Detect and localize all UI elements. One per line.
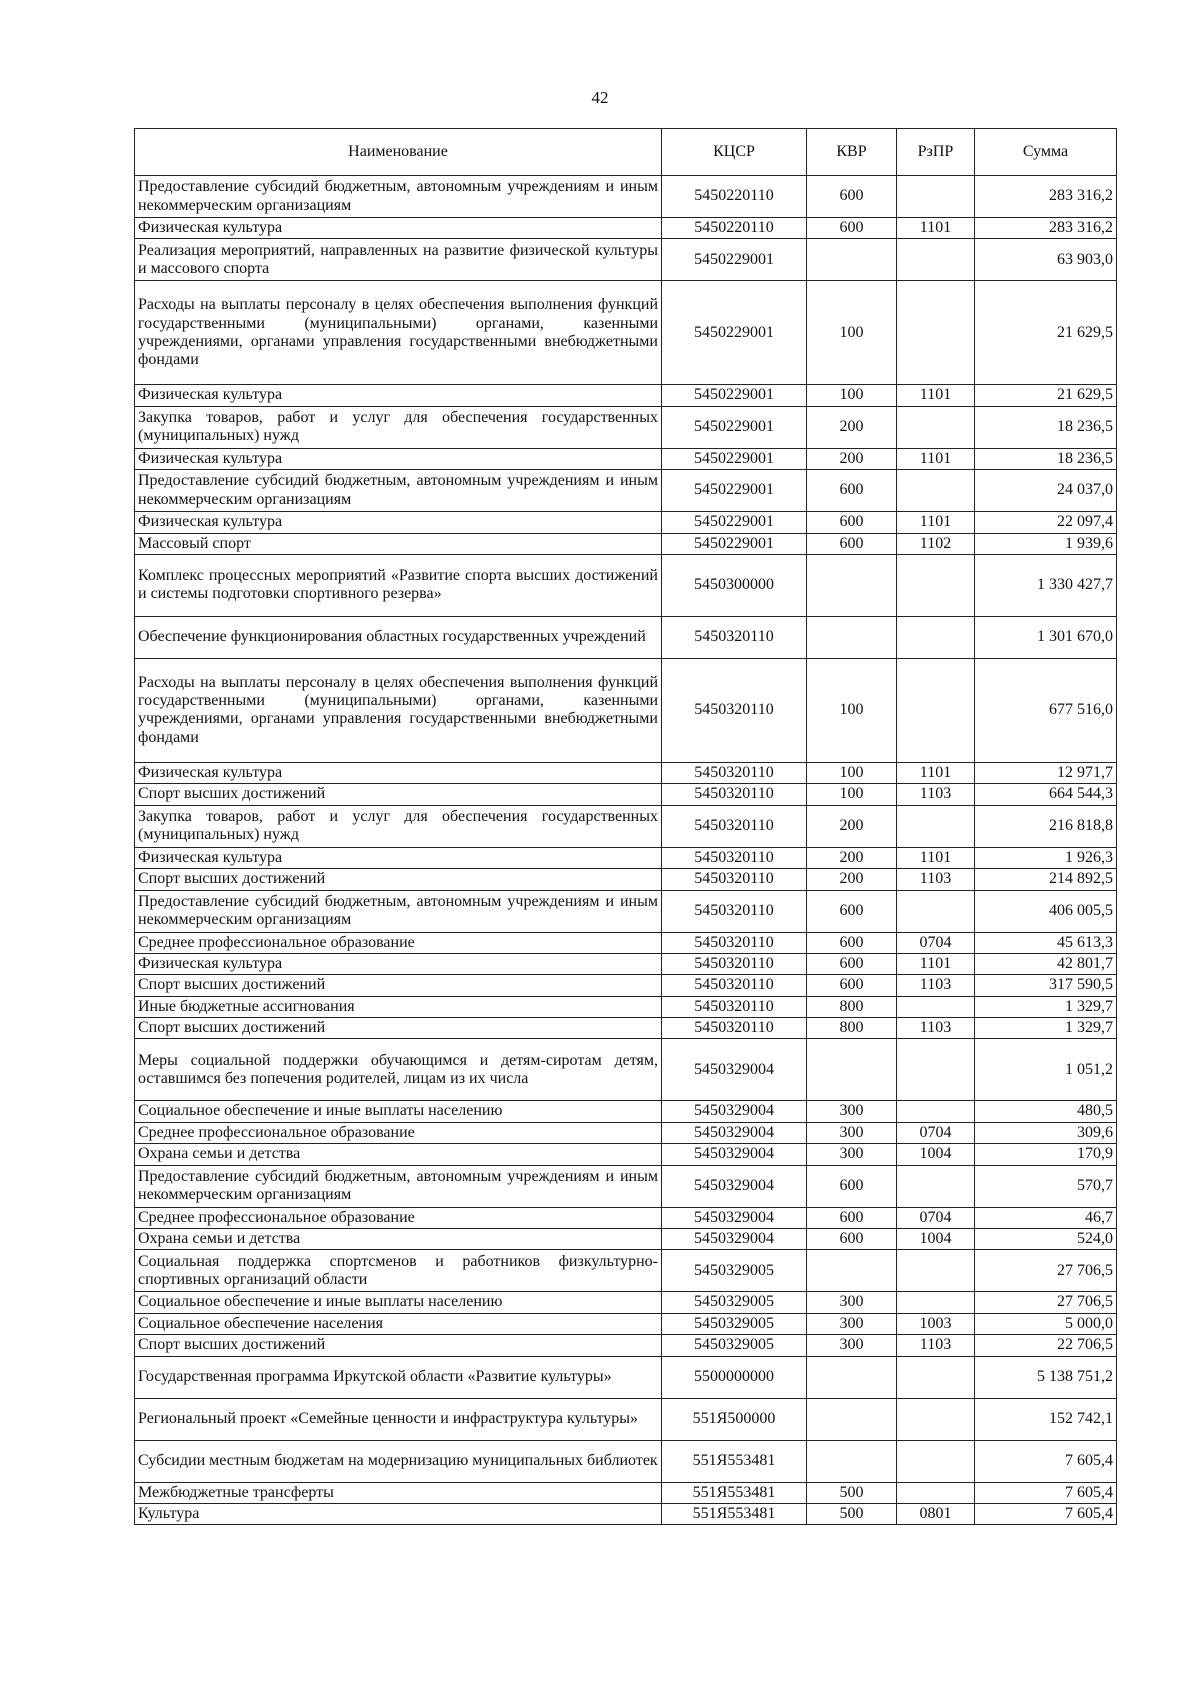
cell-kvr: 600 (807, 890, 897, 932)
table-row (135, 1335, 1117, 1356)
cell-rzpr: 1004 (897, 1229, 975, 1250)
header-name: Наименование (135, 129, 662, 176)
cell-rzpr (897, 406, 975, 448)
table-row (135, 975, 1117, 996)
cell-rzpr: 1102 (897, 533, 975, 554)
cell-kvr: 200 (807, 805, 897, 847)
header-kcsr: КЦСР (662, 129, 807, 176)
cell-rzpr (897, 1039, 975, 1101)
table-row (135, 1144, 1117, 1165)
cell-kvr: 600 (807, 512, 897, 533)
cell-name: Меры социальной поддержки обучающимся и детям-сиротам детям, оставшимся без попечения родителей, лицам из их числа (135, 1039, 662, 1101)
cell-kcsr: 5450329005 (662, 1313, 807, 1334)
table-row (135, 554, 1117, 616)
cell-kcsr: 5450329004 (662, 1144, 807, 1165)
cell-name: Физическая культура (135, 385, 662, 406)
cell-name: Обеспечение функционирования областных государственных учреждений (135, 616, 662, 658)
cell-kvr: 100 (807, 658, 897, 762)
cell-kvr: 100 (807, 281, 897, 385)
cell-kcsr: 5450320110 (662, 805, 807, 847)
cell-kcsr: 5450229001 (662, 406, 807, 448)
cell-kcsr: 5450320110 (662, 869, 807, 890)
cell-name: Среднее профессиональное образование (135, 1122, 662, 1143)
cell-kcsr: 5450329005 (662, 1335, 807, 1356)
cell-name: Среднее профессиональное образование (135, 1207, 662, 1228)
table-row (135, 847, 1117, 868)
cell-rzpr: 0704 (897, 1122, 975, 1143)
table-row (135, 385, 1117, 406)
cell-name: Расходы на выплаты персоналу в целях обеспечения выполнения функций государственными (муниципальными) органами, казенными учреждениями, органами управления государственными внебюджетными фондами (135, 281, 662, 385)
cell-sum: 214 892,5 (975, 869, 1117, 890)
cell-kvr (807, 1250, 897, 1292)
table-row (135, 176, 1117, 218)
cell-name: Спорт высших достижений (135, 869, 662, 890)
cell-name: Спорт высших достижений (135, 975, 662, 996)
cell-sum: 18 236,5 (975, 448, 1117, 469)
cell-kcsr: 551Я553481 (662, 1482, 807, 1503)
cell-sum: 27 706,5 (975, 1250, 1117, 1292)
cell-kvr: 600 (807, 1229, 897, 1250)
cell-name: Массовый спорт (135, 533, 662, 554)
cell-name: Физическая культура (135, 512, 662, 533)
table-row (135, 512, 1117, 533)
cell-sum: 1 926,3 (975, 847, 1117, 868)
cell-kvr: 600 (807, 932, 897, 953)
cell-kvr: 600 (807, 975, 897, 996)
table-row (135, 1122, 1117, 1143)
cell-name: Региональный проект «Семейные ценности и инфраструктура культуры» (135, 1398, 662, 1440)
cell-sum: 283 316,2 (975, 218, 1117, 239)
cell-name: Культура (135, 1503, 662, 1524)
cell-name: Расходы на выплаты персоналу в целях обеспечения выполнения функций государственными (муниципальными) органами, казенными учреждениями, органами управления государственными внебюджетными фондами (135, 658, 662, 762)
cell-name: Физическая культура (135, 218, 662, 239)
cell-name: Социальное обеспечение и иные выплаты населению (135, 1101, 662, 1122)
cell-rzpr (897, 658, 975, 762)
cell-name: Охрана семьи и детства (135, 1229, 662, 1250)
cell-rzpr (897, 1101, 975, 1122)
cell-sum: 1 939,6 (975, 533, 1117, 554)
table-row (135, 1356, 1117, 1398)
cell-kvr: 600 (807, 470, 897, 512)
cell-kcsr: 5450229001 (662, 470, 807, 512)
cell-kvr (807, 554, 897, 616)
cell-kvr: 800 (807, 1018, 897, 1039)
table-row (135, 658, 1117, 762)
table-row (135, 1440, 1117, 1482)
cell-sum: 7 605,4 (975, 1503, 1117, 1524)
table-row (135, 869, 1117, 890)
cell-rzpr: 1101 (897, 762, 975, 783)
cell-kcsr: 5450329005 (662, 1250, 807, 1292)
cell-kvr: 600 (807, 533, 897, 554)
cell-sum: 524,0 (975, 1229, 1117, 1250)
cell-rzpr: 1004 (897, 1144, 975, 1165)
cell-name: Субсидии местным бюджетам на модернизацию муниципальных библиотек (135, 1440, 662, 1482)
cell-sum: 317 590,5 (975, 975, 1117, 996)
cell-rzpr (897, 1440, 975, 1482)
table-row (135, 448, 1117, 469)
cell-kcsr: 5450229001 (662, 281, 807, 385)
cell-sum: 1 329,7 (975, 1018, 1117, 1039)
cell-sum: 1 301 670,0 (975, 616, 1117, 658)
cell-sum: 7 605,4 (975, 1440, 1117, 1482)
table-row (135, 1101, 1117, 1122)
cell-kcsr: 5450329004 (662, 1122, 807, 1143)
cell-kcsr: 5450320110 (662, 847, 807, 868)
cell-sum: 152 742,1 (975, 1398, 1117, 1440)
cell-name: Предоставление субсидий бюджетным, автономным учреждениям и иным некоммерческим организациям (135, 176, 662, 218)
cell-kcsr: 5450320110 (662, 996, 807, 1017)
cell-sum: 5 000,0 (975, 1313, 1117, 1334)
cell-sum: 664 544,3 (975, 784, 1117, 805)
cell-kvr (807, 1440, 897, 1482)
cell-rzpr (897, 1165, 975, 1207)
cell-name: Предоставление субсидий бюджетным, автономным учреждениям и иным некоммерческим организациям (135, 890, 662, 932)
cell-rzpr: 1103 (897, 1018, 975, 1039)
cell-rzpr: 1101 (897, 385, 975, 406)
cell-kcsr: 551Я553481 (662, 1503, 807, 1524)
page-number: 42 (591, 88, 609, 107)
cell-kcsr: 5450320110 (662, 890, 807, 932)
cell-rzpr: 1103 (897, 869, 975, 890)
table-row (135, 616, 1117, 658)
cell-rzpr (897, 554, 975, 616)
table-row (135, 932, 1117, 953)
cell-kvr (807, 239, 897, 281)
cell-kcsr: 5450220110 (662, 176, 807, 218)
cell-kvr: 200 (807, 406, 897, 448)
cell-name: Комплекс процессных мероприятий «Развитие спорта высших достижений и системы подготовки спортивного резерва» (135, 554, 662, 616)
cell-name: Межбюджетные трансферты (135, 1482, 662, 1503)
cell-rzpr (897, 1482, 975, 1503)
cell-kcsr: 5450320110 (662, 932, 807, 953)
cell-name: Физическая культура (135, 762, 662, 783)
cell-kcsr: 551Я500000 (662, 1398, 807, 1440)
cell-sum: 24 037,0 (975, 470, 1117, 512)
cell-name: Закупка товаров, работ и услуг для обеспечения государственных (муниципальных) нужд (135, 805, 662, 847)
cell-kcsr: 5450220110 (662, 218, 807, 239)
header-rzpr: РзПР (897, 129, 975, 176)
cell-kvr: 600 (807, 176, 897, 218)
cell-rzpr: 1101 (897, 953, 975, 974)
cell-sum: 5 138 751,2 (975, 1356, 1117, 1398)
cell-sum: 7 605,4 (975, 1482, 1117, 1503)
cell-kvr: 300 (807, 1101, 897, 1122)
table-row (135, 1165, 1117, 1207)
cell-kvr (807, 616, 897, 658)
table-row (135, 1398, 1117, 1440)
cell-sum: 570,7 (975, 1165, 1117, 1207)
cell-sum: 45 613,3 (975, 932, 1117, 953)
cell-name: Охрана семьи и детства (135, 1144, 662, 1165)
cell-rzpr: 1103 (897, 784, 975, 805)
cell-kcsr: 5450300000 (662, 554, 807, 616)
cell-kcsr: 5450329005 (662, 1292, 807, 1313)
cell-name: Предоставление субсидий бюджетным, автономным учреждениям и иным некоммерческим организациям (135, 1165, 662, 1207)
table-body (135, 176, 1117, 1525)
cell-rzpr: 1003 (897, 1313, 975, 1334)
cell-name: Спорт высших достижений (135, 1335, 662, 1356)
cell-name: Физическая культура (135, 448, 662, 469)
cell-kcsr: 551Я553481 (662, 1440, 807, 1482)
cell-rzpr (897, 890, 975, 932)
table-row (135, 1503, 1117, 1524)
cell-name: Государственная программа Иркутской области «Развитие культуры» (135, 1356, 662, 1398)
cell-kvr: 300 (807, 1122, 897, 1143)
cell-rzpr: 1101 (897, 448, 975, 469)
table-row (135, 1039, 1117, 1101)
cell-sum: 42 801,7 (975, 953, 1117, 974)
cell-kcsr: 5450329004 (662, 1039, 807, 1101)
cell-rzpr (897, 805, 975, 847)
cell-sum: 22 097,4 (975, 512, 1117, 533)
cell-sum: 1 329,7 (975, 996, 1117, 1017)
table-row (135, 239, 1117, 281)
cell-sum: 216 818,8 (975, 805, 1117, 847)
header-sum: Сумма (975, 129, 1117, 176)
cell-name: Социальная поддержка спортсменов и работников физкультурно-спортивных организаций области (135, 1250, 662, 1292)
cell-sum: 677 516,0 (975, 658, 1117, 762)
cell-kvr: 100 (807, 385, 897, 406)
cell-kcsr: 5500000000 (662, 1356, 807, 1398)
cell-sum: 63 903,0 (975, 239, 1117, 281)
table-row (135, 1313, 1117, 1334)
cell-sum: 480,5 (975, 1101, 1117, 1122)
cell-name: Социальное обеспечение и иные выплаты населению (135, 1292, 662, 1313)
cell-rzpr: 0704 (897, 932, 975, 953)
cell-kvr (807, 1356, 897, 1398)
cell-name: Социальное обеспечение населения (135, 1313, 662, 1334)
cell-rzpr: 0801 (897, 1503, 975, 1524)
cell-kcsr: 5450329004 (662, 1229, 807, 1250)
cell-sum: 27 706,5 (975, 1292, 1117, 1313)
cell-kcsr: 5450320110 (662, 616, 807, 658)
cell-kcsr: 5450229001 (662, 512, 807, 533)
cell-kcsr: 5450320110 (662, 953, 807, 974)
cell-kcsr: 5450320110 (662, 658, 807, 762)
cell-kvr: 600 (807, 218, 897, 239)
cell-kcsr: 5450229001 (662, 239, 807, 281)
cell-rzpr (897, 1292, 975, 1313)
cell-sum: 1 051,2 (975, 1039, 1117, 1101)
cell-sum: 22 706,5 (975, 1335, 1117, 1356)
table-header-row (135, 129, 1117, 176)
cell-kcsr: 5450320110 (662, 975, 807, 996)
cell-name: Физическая культура (135, 847, 662, 868)
cell-name: Спорт высших достижений (135, 1018, 662, 1039)
cell-kcsr: 5450329004 (662, 1101, 807, 1122)
table-row (135, 281, 1117, 385)
cell-rzpr (897, 470, 975, 512)
cell-kcsr: 5450320110 (662, 1018, 807, 1039)
cell-name: Среднее профессиональное образование (135, 932, 662, 953)
cell-sum: 309,6 (975, 1122, 1117, 1143)
cell-rzpr: 1101 (897, 847, 975, 868)
cell-rzpr: 1103 (897, 975, 975, 996)
table-row (135, 1482, 1117, 1503)
cell-kvr: 600 (807, 1207, 897, 1228)
cell-rzpr (897, 996, 975, 1017)
cell-sum: 12 971,7 (975, 762, 1117, 783)
cell-rzpr (897, 176, 975, 218)
cell-kvr: 500 (807, 1482, 897, 1503)
cell-kvr: 200 (807, 847, 897, 868)
table-row (135, 406, 1117, 448)
cell-rzpr (897, 1250, 975, 1292)
cell-name: Физическая культура (135, 953, 662, 974)
cell-sum: 46,7 (975, 1207, 1117, 1228)
table-row (135, 784, 1117, 805)
cell-kvr: 300 (807, 1313, 897, 1334)
cell-rzpr (897, 1356, 975, 1398)
cell-sum: 170,9 (975, 1144, 1117, 1165)
table-row (135, 218, 1117, 239)
cell-kcsr: 5450329004 (662, 1165, 807, 1207)
cell-name: Спорт высших достижений (135, 784, 662, 805)
cell-rzpr: 0704 (897, 1207, 975, 1228)
table-row (135, 762, 1117, 783)
table-row (135, 890, 1117, 932)
cell-kvr: 100 (807, 784, 897, 805)
cell-name: Иные бюджетные ассигнования (135, 996, 662, 1017)
cell-sum: 18 236,5 (975, 406, 1117, 448)
cell-kvr (807, 1039, 897, 1101)
cell-kvr (807, 1398, 897, 1440)
cell-rzpr: 1101 (897, 512, 975, 533)
table-row (135, 533, 1117, 554)
budget-table (134, 128, 1117, 1525)
cell-name: Закупка товаров, работ и услуг для обеспечения государственных (муниципальных) нужд (135, 406, 662, 448)
table-row (135, 470, 1117, 512)
cell-sum: 1 330 427,7 (975, 554, 1117, 616)
cell-sum: 21 629,5 (975, 385, 1117, 406)
cell-name: Предоставление субсидий бюджетным, автономным учреждениям и иным некоммерческим организациям (135, 470, 662, 512)
table-row (135, 1018, 1117, 1039)
cell-kvr: 800 (807, 996, 897, 1017)
cell-kcsr: 5450320110 (662, 784, 807, 805)
table-row (135, 1250, 1117, 1292)
cell-rzpr (897, 1398, 975, 1440)
cell-sum: 406 005,5 (975, 890, 1117, 932)
table-row (135, 996, 1117, 1017)
cell-rzpr (897, 239, 975, 281)
cell-kcsr: 5450329004 (662, 1207, 807, 1228)
table-row (135, 1292, 1117, 1313)
cell-rzpr: 1101 (897, 218, 975, 239)
cell-rzpr (897, 616, 975, 658)
table-row (135, 953, 1117, 974)
cell-kvr: 300 (807, 1335, 897, 1356)
cell-kvr: 200 (807, 448, 897, 469)
cell-sum: 283 316,2 (975, 176, 1117, 218)
cell-name: Реализация мероприятий, направленных на развитие физической культуры и массового спорта (135, 239, 662, 281)
cell-sum: 21 629,5 (975, 281, 1117, 385)
table-row (135, 1207, 1117, 1228)
cell-kcsr: 5450320110 (662, 762, 807, 783)
table-row (135, 1229, 1117, 1250)
cell-kcsr: 5450229001 (662, 533, 807, 554)
cell-kvr: 200 (807, 869, 897, 890)
cell-kcsr: 5450229001 (662, 385, 807, 406)
cell-kvr: 300 (807, 1144, 897, 1165)
cell-kvr: 300 (807, 1292, 897, 1313)
table-row (135, 805, 1117, 847)
cell-kvr: 600 (807, 1165, 897, 1207)
cell-kvr: 100 (807, 762, 897, 783)
cell-rzpr: 1103 (897, 1335, 975, 1356)
cell-kvr: 500 (807, 1503, 897, 1524)
cell-kcsr: 5450229001 (662, 448, 807, 469)
header-kvr: КВР (807, 129, 897, 176)
cell-rzpr (897, 281, 975, 385)
cell-kvr: 600 (807, 953, 897, 974)
